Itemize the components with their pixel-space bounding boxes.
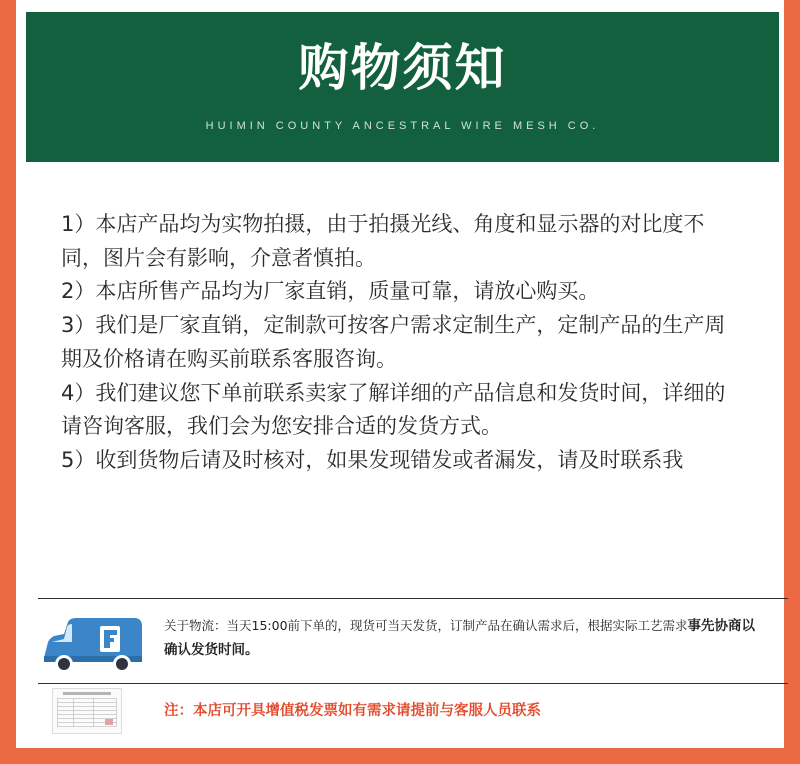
divider (38, 598, 788, 599)
notice-list (61, 208, 741, 478)
invoice-thumbnail (52, 688, 122, 734)
notice-page (16, 0, 784, 748)
page-title: 购物须知 (298, 39, 507, 97)
notice-item: 4）我们建议您下单前联系卖家了解详细的产品信息和发货时间，详细的请咨询客服，我们会为您安排合适的发货方式。 (61, 380, 726, 439)
company-name: HUIMIN COUNTY ANCESTRAL WIRE MESH CO. (205, 120, 600, 132)
shipping-info (164, 614, 764, 662)
shipping-text: 关于物流：当天15:00前下单的，现货可当天发货，订制产品在确认需求后，根据实际工艺需求 (164, 618, 688, 633)
notice-item: 5）收到货物后请及时核对，如果发现错发或者漏发，请及时联系我 (61, 447, 684, 472)
shipping-emphasis: 事先协商以确认发货时间。 (164, 618, 756, 658)
notice-item: 2）本店所售产品均为厂家直销，质量可靠，请放心购买。 (61, 279, 600, 304)
truck-icon (42, 612, 146, 676)
notice-item: 1）本店产品均为实物拍摄，由于拍摄光线、角度和显示器的对比度不同，图片会有影响，介意者慎拍。 (61, 212, 705, 270)
notice-item: 3）我们是厂家直销，定制款可按客户需求定制生产，定制产品的生产周期及价格请在购买前联系客服咨询。 (61, 313, 726, 371)
invoice-note: 注：本店可开具增值税发票如有需求请提前与客服人员联系 (164, 703, 541, 719)
header-banner (26, 12, 779, 162)
divider (38, 683, 788, 684)
